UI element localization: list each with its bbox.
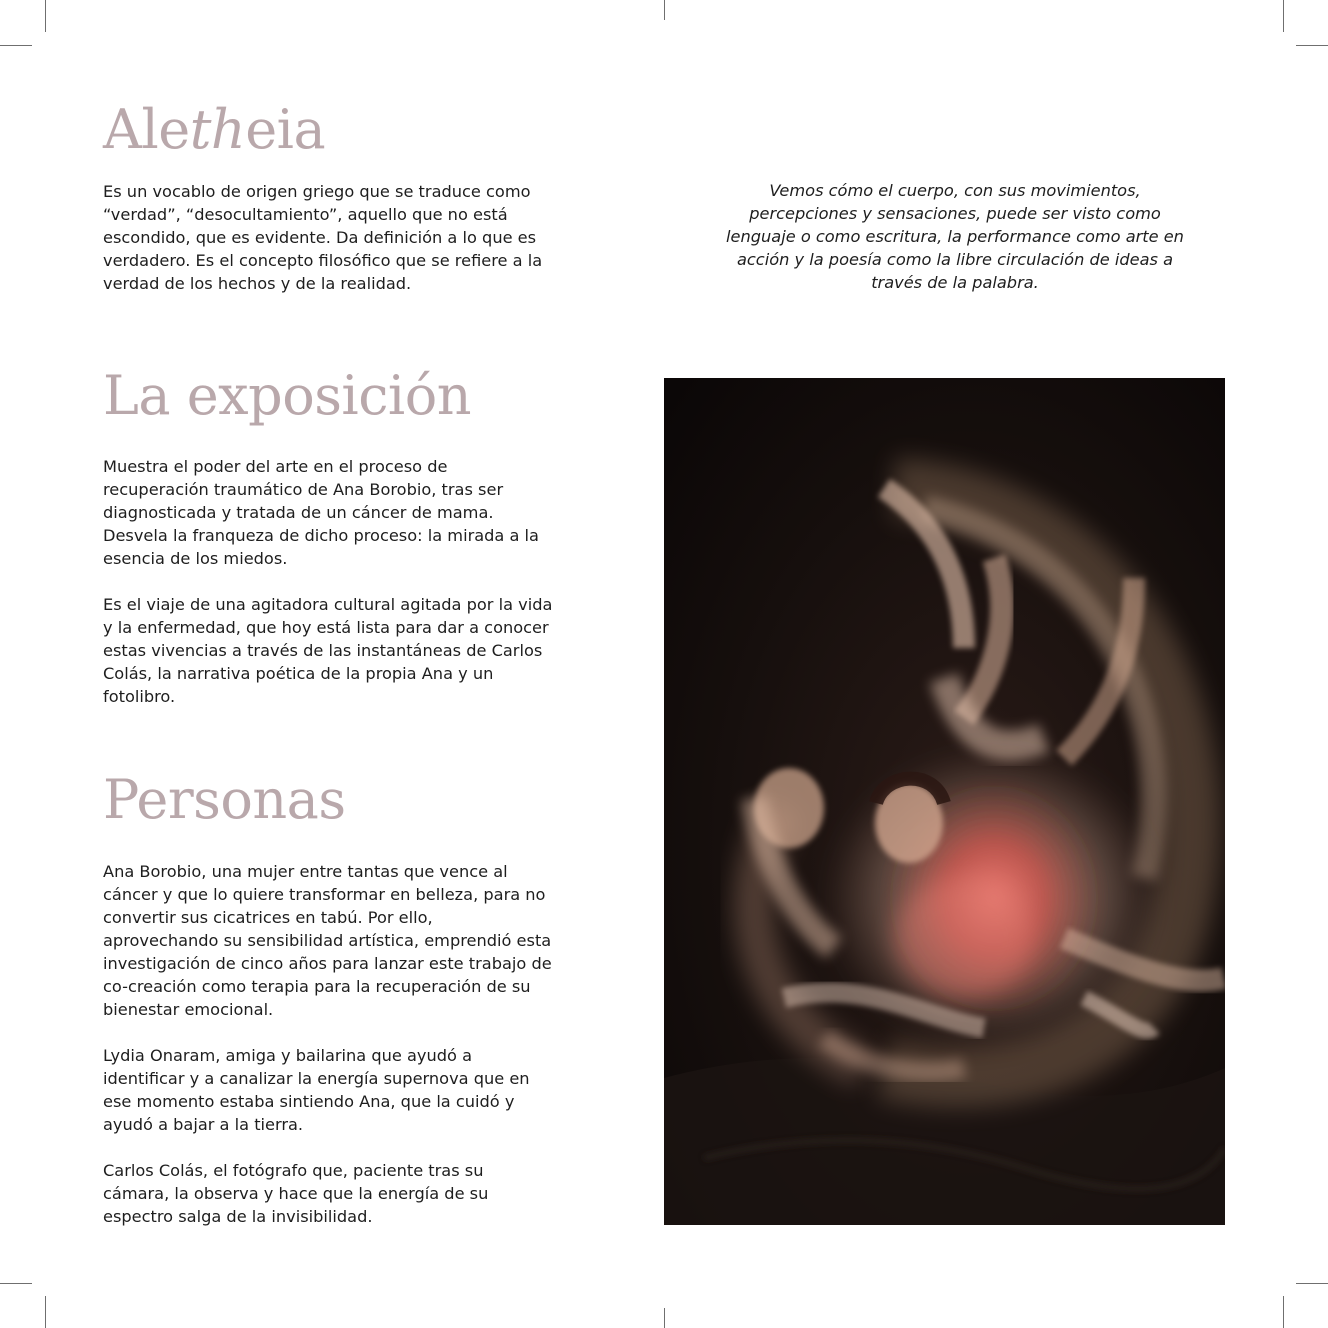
personas-text bbox=[103, 860, 553, 1228]
crop-mark-bottom-left-h bbox=[0, 1283, 32, 1284]
aletheia-title-start: Ale bbox=[103, 98, 190, 161]
crop-mark-top-right bbox=[1283, 0, 1284, 32]
exposicion-paragraph: Muestra el poder del arte en el proceso de recuperación traumático de Ana Borobio, tras ser diagnosticada y tratada de un cáncer de mama. Desvela la franqueza de dicho proceso: la mirada a la esencia de los miedos. bbox=[103, 457, 539, 568]
aletheia-text bbox=[103, 180, 543, 295]
exposicion-text bbox=[103, 455, 553, 708]
personas-paragraph: Lydia Onaram, amiga y bailarina que ayudó a identificar y a canalizar la energía supernova que en ese momento estaba sintiendo Ana, que la cuidó y ayudó a bajar a la tierra. bbox=[103, 1046, 530, 1134]
crop-mark-top-center bbox=[664, 0, 665, 20]
personas-title: Personas bbox=[103, 768, 346, 831]
aletheia-title-italic: th bbox=[189, 98, 246, 161]
personas-paragraph: Ana Borobio, una mujer entre tantas que vence al cáncer y que lo quiere transformar en belleza, para no convertir sus cicatrices en tabú. Por ello, aprovechando su sensibilidad artística, emprendió esta investigación de cinco años para lanzar este trabajo de co-creación como terapia para la recuperación de su bienestar emocional. bbox=[103, 862, 552, 1019]
crop-mark-bottom-right bbox=[1283, 1296, 1284, 1328]
crop-mark-bottom-right-h bbox=[1296, 1283, 1328, 1284]
pull-quote: Vemos cómo el cuerpo, con sus movimientos, percepciones y sensaciones, puede ser visto como lenguaje o como escritura, la performance como arte en acción y la poesía como la libre circulación de ideas a través de la palabra. bbox=[726, 181, 1184, 292]
crop-mark-top-left-h bbox=[0, 45, 32, 46]
performance-photo bbox=[664, 378, 1225, 1225]
crop-mark-bottom-center bbox=[664, 1308, 665, 1328]
exposicion-paragraph: Es el viaje de una agitadora cultural agitada por la vida y la enfermedad, que hoy está lista para dar a conocer estas vivencias a través de las instantáneas de Carlos Colás, la narrativa poética de la propia Ana y un fotolibro. bbox=[103, 595, 553, 706]
aletheia-title bbox=[103, 100, 325, 160]
exposicion-title: La exposición bbox=[103, 364, 471, 427]
aletheia-paragraph: Es un vocablo de origen griego que se traduce como “verdad”, “desocultamiento”, aquello que no está escondido, que es evidente. Da definición a lo que es verdadero. Es el concepto filosófico que se refiere a la verdad de los hechos y de la realidad. bbox=[103, 182, 543, 293]
crop-mark-bottom-left bbox=[45, 1296, 46, 1328]
aletheia-title-end: eia bbox=[245, 98, 326, 161]
crop-mark-top-right-h bbox=[1296, 45, 1328, 46]
crop-mark-top-left bbox=[45, 0, 46, 32]
personas-paragraph: Carlos Colás, el fotógrafo que, paciente tras su cámara, la observa y hace que la energía de su espectro salga de la invisibilidad. bbox=[103, 1161, 489, 1226]
